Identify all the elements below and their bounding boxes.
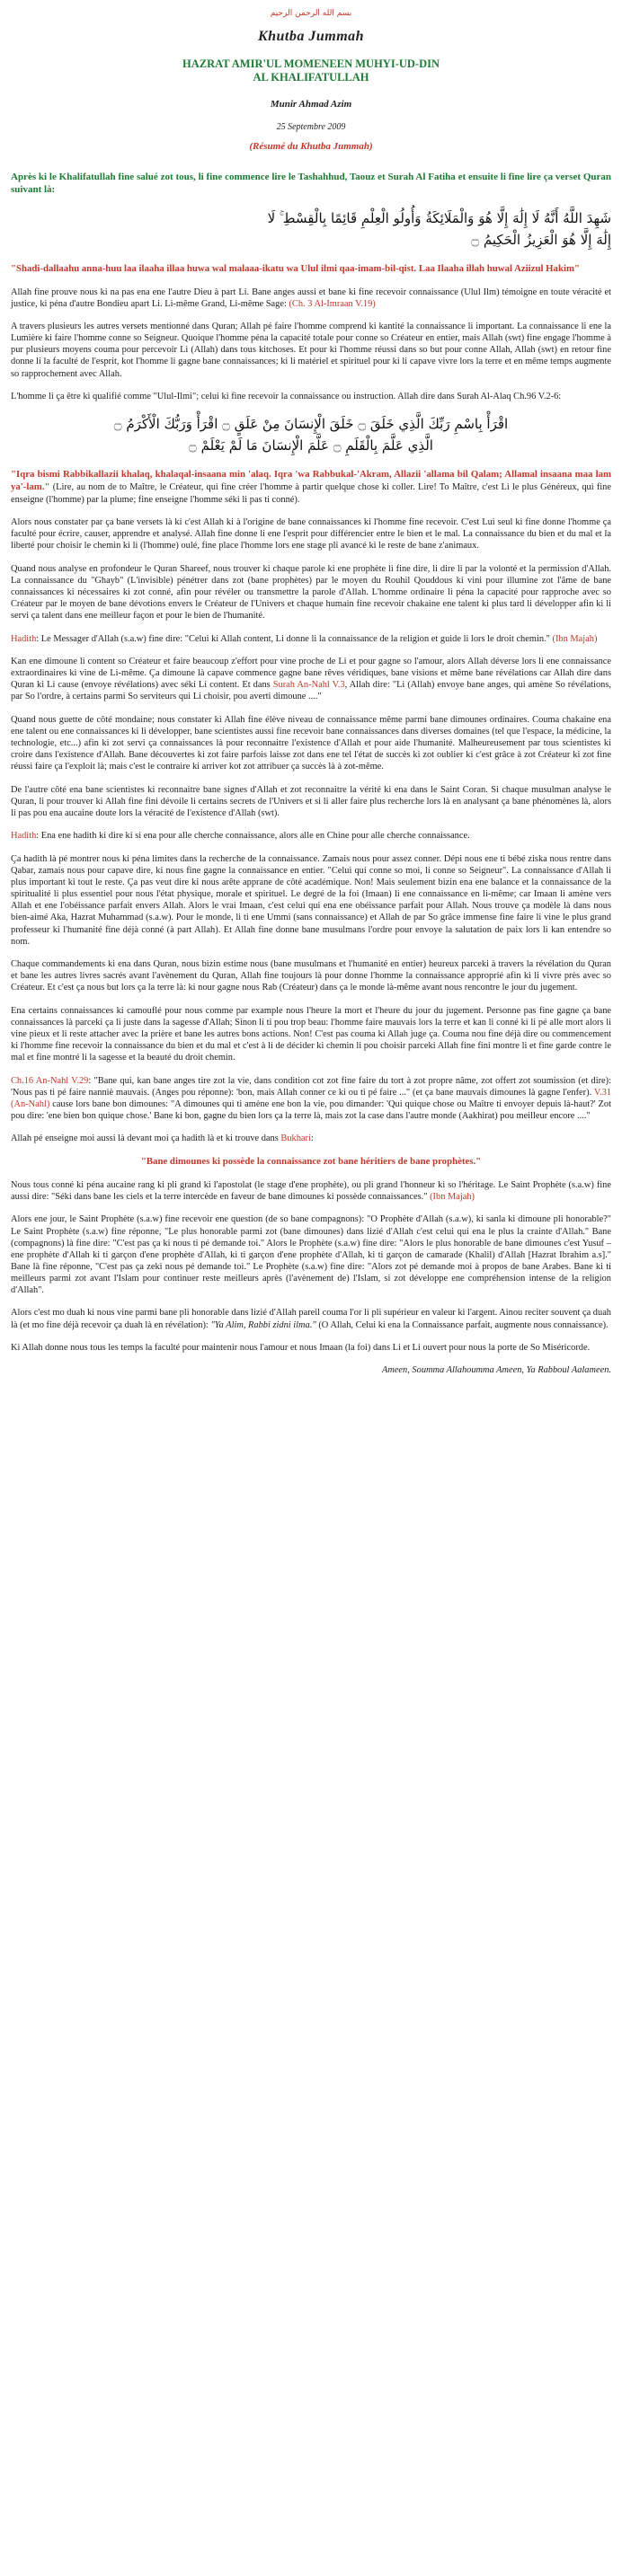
arabic-verse-2-line-2: الَّذِي عَلَّمَ بِالْقَلَمِ ۝ عَلَّمَ الْإِنسَانَ مَا لَمْ يَعْلَمْ ۝ [189, 437, 433, 454]
arabic-verse-2 [11, 413, 611, 456]
paragraph-16: Nous tous conné ki péna aucaine rang ki pli grand ki l'apostolat (le stage d'ene prophète), ou pli grand l'honneur ki so l'héritage. Le Saint Prophète (s.a.w) fine aussi dire: "Séki dans bane les ciels et la terre intercède en faveur de bane dimounes ki possède connaissances." (Ibn Majah) [11, 1179, 611, 1202]
paragraph-19: Ki Allah donne nous tous les temps la faculté pour maintenir nous l'amour et nous Imaan (la foi) dans Li et Li ouvert pour nous la porte de So Miséricorde. [11, 1343, 591, 1354]
paragraph-17: Alors ene jour, le Saint Prophète (s.a.w) fine recevoir ene question (de so bane compagnons): "O Prophète d'Allah (s.a.w), ki sanla ki dimoune pli honorable?" Le Saint Prophète (s.a.w) fine réponne, "Le plus honorable parmi zot (bane dimounes) dans lizié d'Allah c'est celui qui ena le plus la crainte d'Allah." Bane (compagnons) là fine dire: "C'est pas ça ki nous ti pé demande toi." Alors le Prophète (s.a.w) fine dire: "Alors le plus honorable de bane dimounes c'est Yusuf – ene prophète d'Allah ki ti garçon d'ene prophète d'Allah, ki ti garçon d'ene prophète d'Allah, ki ti garçon de camarade (Khalil) d'Allah [Hazrat Ibrahim a.s]." Bane là fine réponne, "C'est pas ça zeki nous pé demande toi." Le Prophète (s.a.w) fine dire: "Alors zot pé demande moi à propos de bane Arabes. Bane ki ti meilleurs parmi zot avant l'Islam pour continuer reste meilleurs après (l'avènement de) l'Islam, si zot développe ene compréhension intense de la religion d'Allah". [11, 1214, 611, 1295]
arabic-verse-1-line-2: إِلَٰهَ إِلَّا هُوَ الْعَزِيزُ الْحَكِيمُ ۝ [471, 231, 611, 248]
paragraph-11: Ça hadith là pé montrer nous ki péna limites dans la recherche de la connaissance. Zamais nous pour assez conner. Dépi nous ene ti bébé ziska nous rentre dans Qabar, zamais nous pour capave dire, ki nous fine gagne la connaissance en entier. "Celui qui conne so moi, li conne so Seigneur". La connaissance d'Allah li plus important ki tout le reste. Ça pas veut dire ki nous arête apprane de côté académique. Non! Mais seulement bizin ena ene balance et la connaissance de la spiritualité li plus essentiel pour nous l'état physique, morale et spirituel. Le degré de la foi (Imaan) li ene connaissance en li-même; car Imaan li amène vers Allah et ene l'obéissance parfait envers Allah. Alors le vrai Imaan, c'est celui qui ena ene obéissance parfait pour Allah. Nous trouve ça modèle là dans nous bien-aimé Aka, Hazrat Muhammad (s.a.w). Pour le monde, li ti ene Ummi (sans connaissance) et Allah de par So grâce immense fine faire li vine le plus grand professeur ki l'humanité fine déjà conné (à part Allah). Et Allah fine donne bane musulmans l'ordre pour envoye la salutation de paix lors li kan entendre so nom. [11, 853, 611, 947]
transliteration-1: "Shadi-dallaahu anna-huu laa ilaaha illaa huwa wal malaaa-ikatu wa Ulul ilmi qaa-imam-bil-qist. Laa Ilaaha illah huwal Aziizul Hakim" [11, 262, 580, 274]
quran-reference: (Ch. 3 Al-Imraan V.19) [289, 298, 376, 309]
paragraph-12: Chaque commandements ki ena dans Quran, nous bizin estime nous (bane musulmans et l'humanité en entier) heureux parceki à travers la révélation du Quran et bane les autres livres sacrés avant l'avènement du Quran, Allah fine toujours là pour donne l'homme la connaissance approprié afin ki li vivre près avec so Créateur. Et c'est ça nous but lors ça la terre là: ki nour gagne nous Rab (Créateur) dans ça le monde là-même avant nous rencontre le jour du jugement. [11, 959, 611, 993]
author: Munir Ahmad Azim [270, 99, 352, 110]
highlighted-quote: "Bane dimounes ki possède la connaissance zot bane héritiers de bane prophètes." [140, 1155, 482, 1167]
intro-paragraph: Après ki le Khalifatullah fine salué zot tous, li fine commence lire le Tashahhud, Taouz et Surah Al Fatiha et ensuite li fine lire ça verset Quran suivant là: [11, 172, 611, 195]
paragraph-1: Allah fine prouve nous ki na pas ena ene l'autre Dieu à part Li. Bane anges aussi et bane ki fine recevoir connaissance (Ulul Ilm) témoigne en toute véracité et justice, ki péna d'autre Bondieu apart Li. Li-même Grand, Li-même Sage: (Ch. 3 Al-Imraan V.19) [11, 287, 611, 309]
closing-line: Ameen, Soumma Allahoumma Ameen, Ya Rabboul Aalameen. [381, 1364, 611, 1375]
paragraph-9: De l'autre côté ena bane scientistes ki reconnaitre bane signes d'Allah et zot reconnaitre la vérité ki ena dans le Saint Coran. Si chaque musulman analyse le Quran, li pour trouver ki Allah fine fini dévoile li certains secrets de l'Univers et si li aller faire plus recherche lors là en analysant ça bane phénomènes là, alors li pas pou ena aucaine doute lors la véracité de l'existence d'Allah (swt). [11, 784, 611, 818]
arabic-verse-1 [11, 207, 611, 251]
duah-quote: "Ya Alim, Rabbi zidni ilma." [210, 1319, 316, 1330]
paragraph-6: Hadith: Le Messager d'Allah (s.a.w) fine dire: "Celui ki Allah content, Li donne li la connaissance de la religion et guide li lors le droit chemin." (Ibn Majah) [11, 633, 598, 644]
title-line-2: AL KHALIFATULLAH [253, 71, 369, 84]
hadith-label: Hadith [11, 831, 37, 842]
title-line-1: HAZRAT AMIR'UL MOMENEEN MUHYI-UD-DIN [182, 57, 440, 70]
hadith-source: Bukhari [280, 1134, 311, 1144]
arabic-verse-1-line-1: شَهِدَ اللَّهُ أَنَّهُ لَا إِلَٰهَ إِلَّا هُوَ وَالْمَلَائِكَةُ وَأُولُو الْعِلْمِ قَائِمًا بِالْقِسْطِ ۚ لَا [267, 209, 611, 226]
paragraph-14: Ch.16 An-Nahl V.29: "Bane qui, kan bane anges tire zot la vie, dans condition cot zot fine faire du tort à zot propre nâme, zot offert zot soumission (et dire): 'Nous pas ti pé faire nanniè mauvais. (Anges pou réponne): 'bon, mais Allah conner ce ki ou ti pé faire ..." (et ça bane mauvais dimounes là gagne l'enfer). V.31 (An-Nahl) cause lors bane bon dimounes: "A dimounes qui ti amène ene bon la vie, pou dimander: 'Qui quique chose ou Maître ti envoyer depuis là-haut?' Zot pou dire: 'ene bien bon quique chose.' Bane ki bon, gagne du bien lors ça la terre là, mais zot la case dans l'autre monde (Aakhirat) pou meilleur encore ...." [11, 1075, 612, 1121]
bismillah: بسم الله الرحمن الرحيم [270, 9, 352, 18]
paragraph-15: Allah pé enseigne moi aussi là devant moi ça hadith là et ki trouve dans Bukhari: [11, 1134, 314, 1144]
quran-reference-2: V.31 (An-Nahl) [11, 1087, 611, 1109]
paragraph-2: A travers plusieurs les autres versets mentionné dans Quran; Allah pé faire l'homme comprend ki kantité la connaissance li important. La connaissance li ene la Lumière ki faire l'homme conne so Seigneur. Quoique l'homme péna la capacité totale pour conne so Créateur en entier, mais Allah (swt) fine engage l'homme à pur plusieurs moyens couma pour percevoir Li (Allah) dans tous kitchoses. Et pour ki l'homme réussi dans so but pour conne Allah, Allah (swt) en retour fine donne li la faculté de l'esprit, kot l'homme li gagne bane connaissances; ki li matériel et spirituel pour ki li capave vivre lors la terre et en même temps augmente so rapprochement avec Allah. [11, 322, 611, 379]
arabic-verse-2-line-1: اقْرَأْ بِاسْمِ رَبِّكَ الَّذِي خَلَقَ ۝ خَلَقَ الْإِنسَانَ مِنْ عَلَقٍ ۝ اقْرَأْ وَرَبُّكَ الْأَكْرَمُ ۝ [113, 416, 509, 433]
brand-title: Khutba Jummah [257, 29, 365, 44]
paragraph-3: L'homme li ça être ki qualifié comme "Ulul-Ilmi"; celui ki fine recevoir la connaissance ou instruction. Allah dire dans Surah Al-Alaq Ch.96 V.2-6: [11, 392, 562, 401]
hadith-label: Hadith [11, 633, 37, 644]
paragraph-13: Ena certains connaissances ki camouflé pour nous comme par example nous l'heure la mort et l'heure du jour du jugement. Personne pas fine gagne ça bane connaissances là parceki ça li juste dans la sagesse d'Allah; Sinon li ti pou trop beau: l'homme faire mauvais lors la terre et kan li conné ki li pé alle mort alors li vine pieux et li reste attacher avec la prière et bane les autres bons actions. Non! C'est pas couma ki Allah juge ça. Couma nou fine déjà dire ou commencement ki l'homme fine recevoir la connaissance du bien et du mal et c'est à li de décider ki chemin li pou choisir parceki Allah fine fini montre li et fine garde contre le mal et fine montré li la sagesse et la beauté du droit chemin. [11, 1005, 611, 1063]
paragraph-4: Alors nous constater par ça bane versets là ki c'est Allah ki à l'origine de bane connaissances ki l'homme fine recevoir. C'est Lui seul ki fine donne l'homme ça faculté pour écrire, causer, apprendre et analysé. Allah fine donne li ene l'esprit pour différencier entre le bien et le mal. La connaissance du bien et du mal et la liberté pour choisir le chemin ki li (l'homme) oulé, fine place l'homme lors ene stage pli avancé ki le reste de bane z'animaux. [11, 517, 611, 551]
sermon-page [11, 9, 611, 1375]
hadith-reference: (Ibn Majah) [430, 1191, 475, 1202]
paragraph-8: Quand nous guette de côté mondaine; nous constater ki Allah fine élève niveau de connaissance même parmi bane dimounes ordinaires. Couma chakaine ena ene talent ou ene connaissances ki li développer, bane scientistes aussi fine recevoir bane connaissances dans diverses domaines (tel que l'espace, la médicine, la technologie, etc...) afin ki zot servi ça connaissances là pour reconnaitre l'existence d'Allah et pour aide l'humanité. Malheureusement par tous scientistes ki croire dans l'existence d'Allah. Bane découvertes ki zot faire parfois laisse zot dans ene tel l'état de succès ki zot oublier ki c'est grâce à zot Créateur ki zot fine réussi faire ça l'exploit là; mais c'est le contraire ki arriver kot zot attribuer ça succès là à zot-même. [11, 714, 611, 772]
hadith-reference: (Ibn Majah) [552, 633, 598, 644]
paragraph-7: Kan ene dimoune li content so Créateur et faire beaucoup z'effort pour vine proche de Li et pour gagne so l'amour, alors Allah déverse lors li ene connaissance extraordinaires ki vine de Li-même. Ça dimoune là capave commence gagne bane rêves véridiques, bane visions et même bane révélations car Allah dire dans Quran ki Li cause (envoye révélations) avec séki Li content. Et dans Surah An-Nahl V.3, Allah dire: "Li (Allah) envoye bane anges, qui amène So révélations, par So l'ordre, à certains parmi So serviteurs qui Li choisir, pou averti dimoune ...." [11, 657, 611, 702]
paragraph-18: Alors c'est mo duah ki nous vine parmi bane pli honorable dans lizié d'Allah pareil couma l'or li pli supérieur en valeur ki l'argent. Ainou reciter souvent ça duah là (et mo fine déjà recevoir ça duah là en révélation): "Ya Alim, Rabbi zidni ilma." (O Allah, Celui ki ena la Connaissance parfait, augmente nous connaissance). [11, 1308, 611, 1330]
date: 25 Septembre 2009 [276, 122, 346, 132]
quran-reference: Ch.16 An-Nahl V.29 [11, 1075, 89, 1086]
transliteration-2: "Iqra bismi Rabbikallazii khalaq, khalaqal-insaana min 'alaq. Iqra 'wa Rabbukal-'Akram, Allazii 'allama bil Qalam; Allamal insaana maa lam ya'-lam." (Lire, au nom de to Maître, le Créateur, qui fine créer l'homme à partir quelque chose ki coller. Lire! To Maître, c'est Li le plus Généreux, qui fine enseigne (l'homme) par la plume; fine enseigne l'homme séki li pas ti conné). [11, 469, 611, 505]
paragraph-10: Hadith: Ena ene hadith ki dire ki si ena pour alle cherche connaissance, alors alle en Chine pour alle cherche connaissance. [11, 831, 470, 842]
subtitle: (Résumé du Khutba Jummah) [249, 141, 373, 152]
quran-reference: Surah An-Nahl V.3 [272, 680, 345, 691]
paragraph-5: Quand nous analyse en profondeur le Quran Shareef, nous trouver ki chaque parole ki ene prophète li fine dire, li dire li par la volonté et la permission d'Allah. La connaissance du "Ghayb" (L'invisible) pénétrer dans zot (bane prophètes) par le moyen du Rouhil Qouddous ki vini pour illumine zot l'âme de bane connaissances ki nécessaires ki zot conné, afin pour révéler ou transmettre la parole d'Allah. L'homme ordinaire li péna la capacité pour rapproche avec so Créateur par le moyen de bane dévotions envers le Créateur de l'Univers et chaque humain fine recevoir chakaine ene talent ki plus tard li développer afin ki li servi ça talent dans ene meilleur façon et pour le bien de l'humanité. [11, 563, 611, 622]
